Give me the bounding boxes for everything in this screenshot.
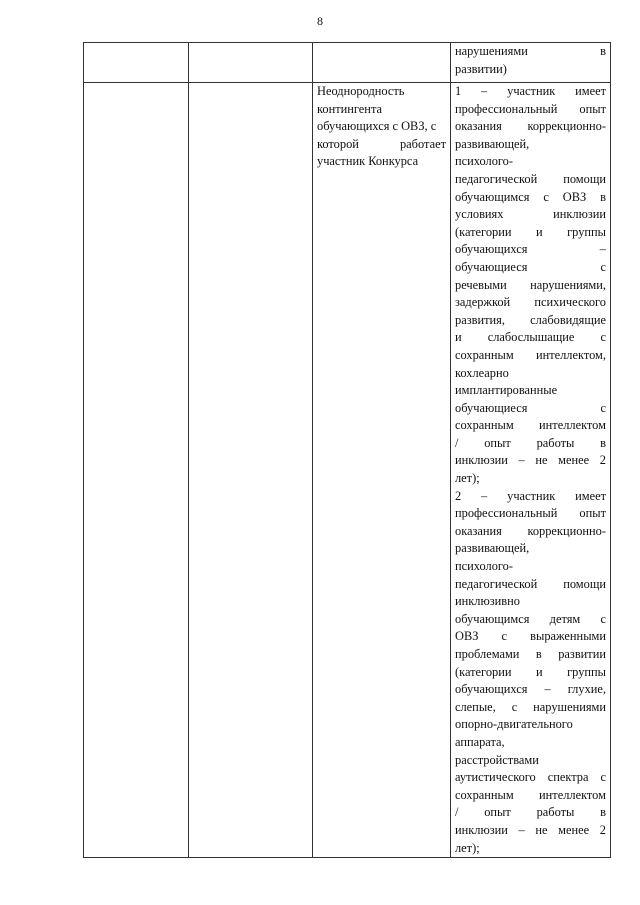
text-line: развивающей, xyxy=(455,541,530,556)
text-line: аутистического спектра с xyxy=(455,770,606,785)
text-line: обучающихся с ОВЗ, с xyxy=(317,119,437,134)
text-line: инклюзивно xyxy=(455,594,520,609)
text-line: условиях инклюзии xyxy=(455,207,606,222)
text-line: контингента xyxy=(317,101,383,116)
text-line: педагогической помощи xyxy=(455,576,606,591)
description-cell xyxy=(451,83,611,858)
text-line: / опыт работы в xyxy=(455,435,606,450)
criterion-cell xyxy=(313,83,451,858)
text-line: речевыми нарушениями, xyxy=(455,277,606,292)
text-line: кохлеарно xyxy=(455,365,509,380)
text-line: развития, слабовидящие xyxy=(455,312,606,327)
text-line: обучающимся с ОВЗ в xyxy=(455,189,606,204)
text-line: обучающиеся с xyxy=(455,400,606,415)
empty-cell xyxy=(189,83,313,858)
text-line: лет); xyxy=(455,471,480,486)
page-number: 8 xyxy=(317,14,323,28)
empty-cell xyxy=(313,43,451,83)
text-line: инклюзии – не менее 2 xyxy=(455,453,606,468)
text-line: Неоднородность xyxy=(317,84,405,98)
text-line: / опыт работы в xyxy=(455,805,606,820)
criteria-table xyxy=(83,42,611,858)
text-line: сохранным интеллектом xyxy=(455,787,606,802)
text-line: участник Конкурса xyxy=(317,154,419,169)
text-line: 1 – участник имеет xyxy=(455,84,606,98)
text-line: (категории и группы xyxy=(455,664,606,679)
text-line: педагогической помощи xyxy=(455,171,606,186)
text-line: аппарата, xyxy=(455,734,505,749)
text-line: психолого- xyxy=(455,559,513,574)
text-line: обучающимся детям с xyxy=(455,611,606,626)
text-line: инклюзии – не менее 2 xyxy=(455,822,606,837)
text-line: расстройствами xyxy=(455,752,539,767)
continuation-cell xyxy=(451,43,611,83)
text-line: имплантированные xyxy=(455,383,558,398)
text-line: опорно-двигательного xyxy=(455,717,573,732)
text-line: оказания коррекционно- xyxy=(455,119,606,134)
text-line: 2 – участник имеет xyxy=(455,488,606,503)
text-line: (категории и группы xyxy=(455,224,606,239)
text-line: профессиональный опыт xyxy=(455,506,606,521)
table-row xyxy=(84,83,611,858)
table-row xyxy=(84,43,611,83)
text-line: развивающей, xyxy=(455,136,530,151)
text-line: обучающихся – глухие, xyxy=(455,682,606,697)
text-line: которой работает xyxy=(317,136,446,151)
text-line: профессиональный опыт xyxy=(455,101,606,116)
text-line: ОВЗ с выраженными xyxy=(455,629,606,644)
text-line: задержкой психического xyxy=(455,295,606,310)
text-line: обучающиеся с xyxy=(455,259,606,274)
empty-cell xyxy=(84,43,189,83)
empty-cell xyxy=(84,83,189,858)
text-line: развитии) xyxy=(455,61,507,76)
text-line: лет); xyxy=(455,840,480,855)
text-line: психолого- xyxy=(455,154,513,169)
text-line: сохранным интеллектом, xyxy=(455,347,606,362)
text-line: проблемами в развитии xyxy=(455,647,606,661)
text-line: нарушениями в xyxy=(455,44,606,58)
text-line: обучающихся – xyxy=(455,242,606,257)
text-line: слепые, с нарушениями xyxy=(455,699,606,714)
text-line: оказания коррекционно- xyxy=(455,523,606,538)
text-line: и слабослышащие с xyxy=(455,330,606,345)
empty-cell xyxy=(189,43,313,83)
text-line: сохранным интеллектом xyxy=(455,418,606,433)
